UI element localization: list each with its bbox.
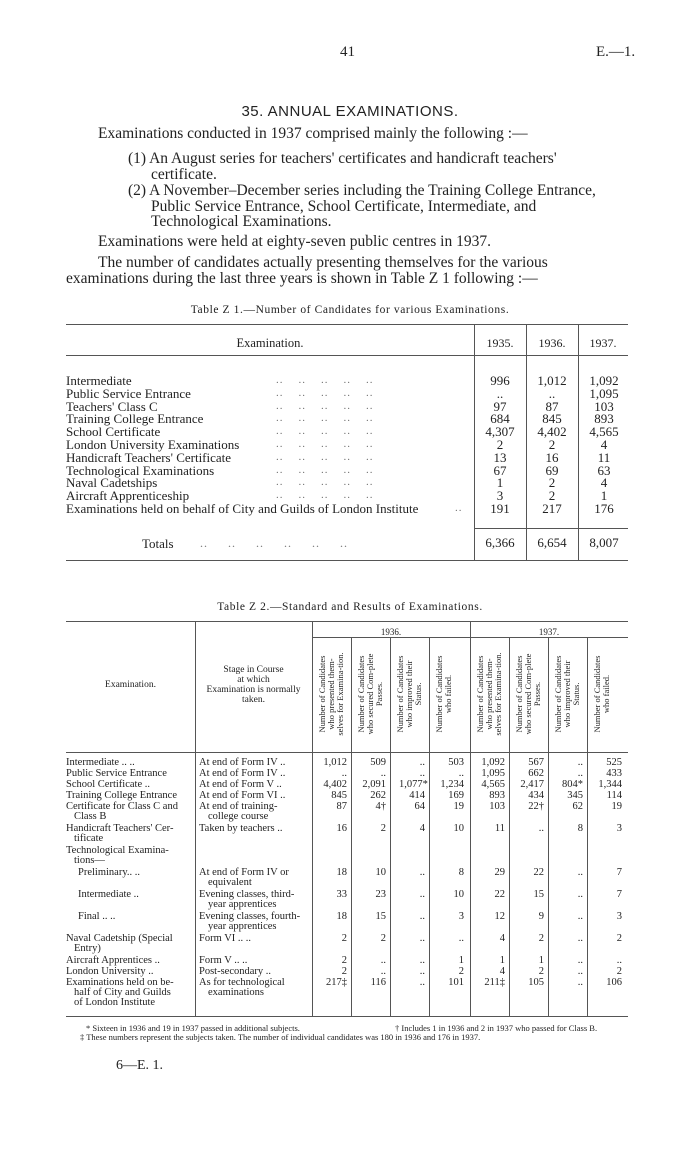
table-rule [66, 324, 628, 325]
z1-row-name: Teachers' Class C [66, 398, 158, 414]
z2-cell: 2 [616, 966, 622, 977]
z1-value-1935: 13 [493, 449, 507, 465]
z2-cell: 9 [538, 911, 544, 922]
z2-column-header: Number of Candidates who presented them-selves for Examina-tion. [316, 652, 345, 736]
z2-cell: 116 [370, 977, 386, 988]
table-divider [548, 637, 549, 1016]
table-rule [66, 621, 628, 622]
z2-cell: .. [577, 977, 583, 988]
intro-number-cont: examinations during the last three years is shown in Table Z 1 following :— [66, 270, 538, 287]
z2-row-stage: Post-secondary .. [199, 966, 272, 977]
z1-value-1935: 996 [490, 373, 510, 388]
z2-cell: 662 [528, 768, 544, 779]
z2-cell: 7 [616, 889, 622, 900]
z2-cell: 22 [494, 889, 505, 900]
z2-cell: 22† [528, 801, 544, 812]
z1-row-name: Public Service Entrance [66, 385, 191, 401]
z2-row-stage: Taken by teachers .. [199, 823, 283, 834]
z2-header-1936: 1936. [380, 627, 402, 637]
z1-value-1936: .. [548, 385, 556, 401]
intro-item-2-cont: Technological Examinations. [151, 213, 332, 230]
z2-cell: 101 [448, 977, 464, 988]
z2-cell: .. [380, 955, 386, 966]
z2-header-1937: 1937. [538, 627, 560, 637]
report-reference: E.—1. [596, 44, 636, 60]
z2-cell: 2 [616, 933, 622, 944]
z2-cell: .. [419, 889, 425, 900]
z2-cell: 33 [336, 889, 347, 900]
z1-value-1935: 97 [493, 398, 507, 414]
z2-cell: 1,012 [323, 757, 347, 768]
footnote-double-dagger: ‡ These numbers represent the subjects taken. The number of individual candidates was 180 in 1936 and 176 in 1937. [80, 1032, 481, 1042]
z2-cell: 1,092 [481, 757, 505, 768]
z2-row-stage: At end of training- [199, 801, 278, 812]
z2-cell: .. [419, 977, 425, 988]
z1-dot-leader: .. .. .. .. .. [276, 399, 374, 412]
z2-cell: 10 [375, 867, 386, 878]
z1-row-name: Intermediate [66, 373, 132, 388]
z2-row-name: tions— [74, 855, 105, 866]
page-number: 41 [340, 44, 355, 60]
z2-cell: .. [419, 966, 425, 977]
z1-value-1937: 1,095 [589, 385, 619, 401]
z2-cell: .. [419, 768, 425, 779]
z2-cell: 2,091 [362, 779, 386, 790]
z2-cell: .. [577, 867, 583, 878]
z1-dot-leader: .. .. .. .. .. [276, 476, 374, 489]
z2-cell: 845 [331, 790, 347, 801]
z2-row-name: Examinations held on be- [66, 977, 174, 988]
z2-cell: .. [577, 768, 583, 779]
z2-cell: 4 [499, 966, 505, 977]
z1-value-1937: 103 [594, 398, 614, 414]
z2-row-name: London University .. [66, 966, 154, 977]
z2-cell: 10 [453, 889, 464, 900]
z2-row-name: Technological Examina- [66, 845, 169, 856]
intro-item-1: (1) An August series for teachers' certificates and handicraft teachers' [128, 150, 557, 167]
table-divider [587, 637, 588, 1016]
z1-total-1936: 6,654 [537, 535, 567, 550]
z2-cell: 503 [448, 757, 464, 768]
z2-cell: 18 [336, 867, 347, 878]
z2-row-name: tificate [74, 833, 104, 844]
z1-total-1937: 8,007 [589, 535, 619, 550]
z2-cell: 2 [380, 823, 386, 834]
z1-dot-leader: .. .. .. .. .. [276, 374, 374, 386]
z2-row-stage: Evening classes, fourth- [199, 911, 301, 922]
z2-row-name: of London Institute [74, 997, 156, 1008]
z2-column-header: Number of Candidates who failed. [591, 655, 611, 733]
z2-cell: 8 [458, 867, 464, 878]
z2-cell: 345 [567, 790, 583, 801]
z1-row-name: Training College Entrance [66, 411, 204, 427]
z2-row-name: Intermediate .. .. [66, 757, 135, 768]
z2-row-name: Training College Entrance [66, 790, 178, 801]
z2-cell: 2,417 [520, 779, 544, 790]
z2-cell: 567 [528, 757, 544, 768]
intro-number: The number of candidates actually presenting themselves for the various [98, 254, 548, 271]
z1-value-1936: 16 [545, 449, 559, 465]
z1-row-name: Handicraft Teachers' Certificate [66, 449, 232, 465]
z2-cell: .. [380, 966, 386, 977]
z2-cell: 106 [606, 977, 622, 988]
table-z1-caption: Table Z 1.—Number of Candidates for various Examinations. [190, 304, 510, 316]
z2-cell: 1 [499, 955, 505, 966]
z2-cell: 893 [489, 790, 505, 801]
printer-signature: 6—E. 1. [116, 1058, 164, 1073]
z1-value-1937: 1,092 [589, 373, 619, 388]
z2-cell: 114 [606, 790, 622, 801]
z1-header-1936: 1936. [538, 336, 566, 350]
z2-cell: 509 [370, 757, 386, 768]
z1-dot-leader: .. .. .. .. .. [276, 425, 374, 438]
z2-row-stage: examinations [208, 987, 264, 998]
z2-row-stage: Form V .. .. [199, 955, 248, 966]
z2-row-stage: At end of Form IV .. [199, 768, 286, 779]
intro-item-2: (2) A November–December series including the Training College Entrance, [128, 182, 596, 199]
z1-value-1935: 191 [490, 501, 510, 516]
z2-cell: 11 [494, 823, 505, 834]
z2-cell: 4,402 [323, 779, 347, 790]
z1-value-1936: 2 [548, 437, 556, 452]
z1-value-1937: 176 [594, 501, 614, 516]
z2-cell: .. [419, 867, 425, 878]
z2-cell: 22 [533, 867, 544, 878]
z2-header-examination: Examination. [105, 680, 156, 690]
z2-cell: .. [577, 966, 583, 977]
z1-row-name: Aircraft Apprenticeship [66, 488, 190, 504]
z1-row-name: Technological Examinations [66, 462, 215, 478]
z1-value-1935: 684 [490, 411, 510, 427]
z2-cell: 23 [375, 889, 386, 900]
z2-row-stage: At end of Form VI .. [199, 790, 286, 801]
z1-value-1936: 69 [545, 462, 559, 478]
z2-cell: 3 [616, 823, 622, 834]
z1-value-1936: 4,402 [537, 424, 567, 440]
z1-value-1937: 63 [597, 462, 611, 478]
z2-cell: 18 [336, 911, 347, 922]
z2-cell: 4,565 [481, 779, 505, 790]
z2-header-stage [195, 665, 312, 705]
z2-row-stage: As for technological [199, 977, 285, 988]
z2-cell: 434 [528, 790, 544, 801]
z1-value-1935: 67 [493, 462, 507, 478]
z2-row-stage: equivalent [208, 877, 252, 888]
z1-value-1935: 3 [496, 488, 504, 504]
z2-cell: 1,095 [481, 768, 505, 779]
z1-row-name: Examinations held on behalf of City and Guilds of London Institute [66, 501, 419, 516]
z2-cell: 4† [375, 801, 386, 812]
z2-cell: .. [341, 768, 347, 779]
z1-row-name: London University Examinations [66, 437, 240, 452]
z1-totals-label: Totals [142, 536, 174, 551]
z1-value-1937: 893 [594, 411, 614, 427]
z2-cell: 29 [494, 867, 505, 878]
z2-row-stage: year apprentices [208, 921, 277, 932]
z2-cell: .. [538, 823, 544, 834]
intro-centres: Examinations were held at eighty-seven public centres in 1937. [98, 233, 491, 250]
z1-row-name: Naval Cadetships [66, 475, 158, 491]
table-rule [66, 752, 628, 753]
z2-row-stage: Form VI .. .. [199, 933, 252, 944]
z2-cell: 4 [419, 823, 425, 834]
z2-cell: 19 [453, 801, 464, 812]
z2-cell: 169 [448, 790, 464, 801]
z2-cell: 19 [611, 801, 622, 812]
z2-cell: 15 [375, 911, 386, 922]
section-title: 35. ANNUAL EXAMINATIONS. [241, 103, 459, 120]
z2-row-name: Naval Cadetship (Special [66, 933, 173, 944]
z2-row-stage: year apprentices [208, 899, 277, 910]
z2-cell: 262 [370, 790, 386, 801]
z2-row-stage: At end of Form IV .. [199, 757, 286, 768]
table-divider [351, 637, 352, 1016]
z2-cell: .. [419, 933, 425, 944]
z1-dot-leader: .. .. .. .. .. .. [200, 536, 348, 550]
z2-cell: 105 [528, 977, 544, 988]
z2-row-name: Intermediate .. [78, 889, 139, 900]
z2-cell: 2 [341, 966, 347, 977]
z2-cell: 2 [380, 933, 386, 944]
z2-row-name: Preliminary.. .. [78, 867, 141, 878]
z2-row-name: School Certificate .. [66, 779, 150, 790]
footnote-dagger: † Includes 1 in 1936 and 2 in 1937 who passed for Class B. [395, 1023, 598, 1033]
z1-value-1937: 4 [600, 475, 608, 491]
z2-cell: 2 [341, 955, 347, 966]
z2-cell: 414 [409, 790, 425, 801]
z1-dot-leader: .. .. .. .. .. [276, 412, 374, 425]
z2-cell: .. [577, 911, 583, 922]
z2-cell: 7 [616, 867, 622, 878]
table-divider [390, 637, 391, 1016]
z2-cell: .. [616, 955, 622, 966]
z1-dot-leader: .. .. .. .. .. [276, 463, 374, 476]
z2-cell: 525 [606, 757, 622, 768]
z2-cell: 217‡ [326, 977, 347, 988]
z2-cell: .. [577, 955, 583, 966]
z1-value-1936: 845 [542, 411, 562, 427]
z2-header-stage-line: Stage in Course [223, 665, 284, 675]
z2-column-header: Number of Candidates who secured Com-plete Passes. [513, 653, 542, 735]
z2-cell: 87 [336, 801, 347, 812]
z2-cell: .. [458, 933, 464, 944]
z2-row-name: Handicraft Teachers' Cer- [66, 823, 174, 834]
z2-row-stage: college course [208, 811, 269, 822]
z2-cell: 64 [414, 801, 425, 812]
z1-row-name: School Certificate [66, 424, 161, 440]
z2-header-stage-line: at which [237, 675, 270, 685]
intro-line: Examinations conducted in 1937 comprised mainly the following :— [98, 125, 528, 142]
z1-value-1936: 217 [542, 501, 562, 516]
z2-cell: .. [380, 768, 386, 779]
table-rule [66, 560, 628, 561]
z1-value-1936: 2 [548, 488, 556, 504]
footnote-star: * Sixteen in 1936 and 19 in 1937 passed in additional subjects. [86, 1023, 300, 1033]
z2-cell: .. [577, 757, 583, 768]
z2-cell: 2 [341, 933, 347, 944]
z2-column-header: Number of Candidates who improved their Status. [552, 655, 581, 733]
z2-cell: 1,344 [598, 779, 622, 790]
z2-cell: 62 [572, 801, 583, 812]
z1-value-1936: 87 [545, 398, 559, 414]
z1-value-1937: 11 [597, 449, 611, 465]
z2-row-name: Entry) [74, 943, 101, 954]
z1-value-1935: 4,307 [485, 424, 515, 440]
z1-dot-leader: .. [455, 502, 463, 514]
z2-cell: 804* [562, 779, 583, 790]
intro-item-2-cont: Public Service Entrance, School Certificate, Intermediate, and [151, 198, 537, 215]
z2-column-header: Number of Candidates who presented them-selves for Examina-tion. [474, 652, 503, 736]
z1-dot-leader: .. .. .. .. .. [276, 386, 374, 399]
z2-row-name: Aircraft Apprentices .. [66, 955, 160, 966]
z2-cell: 4 [499, 933, 505, 944]
table-divider [509, 637, 510, 1016]
table-rule [66, 1016, 628, 1017]
z2-cell: 1 [538, 955, 544, 966]
z2-row-name: Class B [74, 811, 107, 822]
z1-value-1937: 4,565 [589, 424, 619, 440]
table-z2-caption: Table Z 2.—Standard and Results of Examinations. [217, 601, 483, 613]
z1-value-1935: 1 [496, 475, 504, 491]
z2-column-header: Number of Candidates who improved their Status. [394, 655, 423, 733]
z2-cell: 103 [489, 801, 505, 812]
z2-cell: .. [577, 889, 583, 900]
z2-cell: 12 [494, 911, 505, 922]
z2-cell: 2 [538, 966, 544, 977]
z1-header-1935: 1935. [486, 336, 514, 350]
z2-cell: 1,234 [440, 779, 464, 790]
z2-row-name: half of City and Guilds [74, 987, 171, 998]
z2-row-stage: At end of Form IV or [199, 867, 289, 878]
z2-cell: 2 [458, 966, 464, 977]
z2-header-stage-line: taken. [242, 695, 265, 705]
intro-item-1-cont: certificate. [151, 166, 217, 183]
z2-cell: 10 [453, 823, 464, 834]
z2-cell: 2 [538, 933, 544, 944]
z2-row-name: Final .. .. [78, 911, 116, 922]
table-divider [429, 637, 430, 1016]
table-rule [474, 528, 628, 529]
table-divider [470, 621, 471, 1016]
table-divider [312, 621, 313, 1016]
z2-cell: .. [419, 911, 425, 922]
z2-column-header: Number of Candidates who failed. [433, 655, 453, 733]
table-rule [66, 355, 628, 356]
z1-total-1935: 6,366 [485, 535, 515, 550]
z1-value-1936: 1,012 [537, 373, 567, 388]
z1-value-1937: 4 [600, 437, 608, 452]
z2-cell: 433 [606, 768, 622, 779]
z2-row-name: Certificate for Class C and [66, 801, 178, 812]
z2-cell: .. [419, 757, 425, 768]
z1-value-1937: 1 [600, 488, 608, 504]
z2-cell: 8 [577, 823, 583, 834]
z2-cell: 211‡ [484, 977, 505, 988]
z2-row-name: Public Service Entrance [66, 768, 167, 779]
z2-column-header: Number of Candidates who secured Com-plete Passes. [355, 653, 384, 735]
z1-dot-leader: .. .. .. .. .. [276, 438, 374, 450]
z2-cell: 15 [533, 889, 544, 900]
z2-row-stage: At end of Form V .. [199, 779, 282, 790]
z2-cell: 16 [336, 823, 347, 834]
z2-cell: 3 [616, 911, 622, 922]
z2-cell: .. [458, 768, 464, 779]
z2-row-stage: Evening classes, third- [199, 889, 295, 900]
z1-dot-leader: .. .. .. .. .. [276, 489, 374, 502]
z1-value-1935: .. [496, 385, 504, 401]
z1-dot-leader: .. .. .. .. .. [276, 450, 374, 463]
z2-cell: 1,077* [399, 779, 428, 790]
z1-value-1936: 2 [548, 475, 556, 491]
z1-header-examination: Examination. [236, 336, 304, 350]
z2-header-stage-line: Examination is normally [206, 685, 301, 695]
z2-cell: 3 [458, 911, 464, 922]
z1-header-1937: 1937. [589, 336, 617, 350]
z2-cell: 1 [458, 955, 464, 966]
z2-cell: .. [419, 955, 425, 966]
z2-cell: .. [577, 933, 583, 944]
z1-value-1935: 2 [496, 437, 504, 452]
